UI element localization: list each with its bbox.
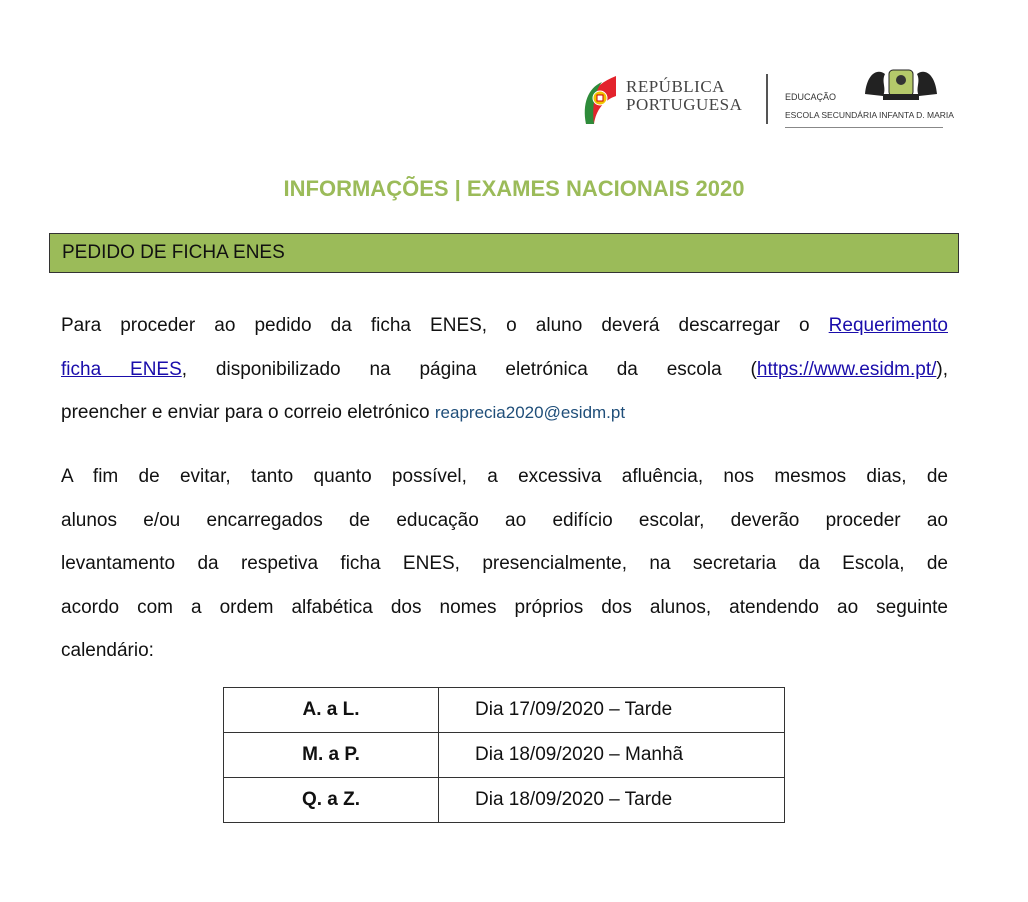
name-range: M. a P. xyxy=(224,733,439,778)
text: , disponibilizado na página eletrónica da escola ( xyxy=(181,358,757,380)
text: preencher e enviar para o correio eletrónico xyxy=(61,402,435,423)
name-range: Q. a Z. xyxy=(224,778,439,823)
pickup-date: Dia 18/09/2020 – Tarde xyxy=(439,778,785,823)
paragraph-line xyxy=(61,391,948,435)
paragraph-line xyxy=(61,348,948,392)
table-row xyxy=(224,778,785,823)
paragraph-line: acordo com a ordem alfabética dos nomes próprios dos alunos, atendendo ao seguinte xyxy=(61,596,948,618)
text: Para proceder ao pedido da ficha ENES, o aluno deverá descarregar o xyxy=(61,315,829,336)
school-underline xyxy=(785,127,943,128)
name-range: A. a L. xyxy=(224,688,439,733)
paragraph-line: levantamento da respetiva ficha ENES, presencialmente, na secretaria da Escola, de xyxy=(61,553,948,574)
ministry-label: EDUCAÇÃO xyxy=(785,92,837,102)
table-row xyxy=(224,688,785,733)
section-heading: PEDIDO DE FICHA ENES xyxy=(62,242,285,263)
requerimento-link-cont[interactable]: ficha ENES xyxy=(61,358,182,380)
email-address: reaprecia2020@esidm.pt xyxy=(434,403,626,422)
page-title: INFORMAÇÕES | EXAMES NACIONAIS 2020 xyxy=(283,176,745,201)
logo-separator xyxy=(766,74,768,124)
school-website-link[interactable]: https://www.esidm.pt/ xyxy=(756,358,937,380)
school-crest-icon xyxy=(863,64,939,102)
republica-portuguesa-logo-text xyxy=(626,78,742,114)
paragraph-line xyxy=(61,304,948,348)
paragraph-line: alunos e/ou encarregados de educação ao edifício escolar, deverão proceder ao xyxy=(61,509,948,531)
paragraph-line: calendário: xyxy=(61,640,154,661)
text: ), xyxy=(936,358,948,380)
paragraph-request xyxy=(61,304,948,435)
header-logos xyxy=(578,68,954,132)
schedule-table xyxy=(223,687,785,823)
requerimento-link[interactable]: Requerimento xyxy=(828,315,948,336)
pickup-date: Dia 17/09/2020 – Tarde xyxy=(439,688,785,733)
portugal-emblem-icon xyxy=(582,74,618,124)
paragraph-schedule-info xyxy=(61,455,948,673)
logo-line2: PORTUGUESA xyxy=(626,95,743,114)
pickup-date: Dia 18/09/2020 – Manhã xyxy=(439,733,785,778)
logo-line1: REPÚBLICA xyxy=(626,77,725,96)
section-heading-bar xyxy=(49,233,959,273)
paragraph-line: A fim de evitar, tanto quanto possível, a excessiva afluência, nos mesmos dias, de xyxy=(61,466,948,487)
table-row xyxy=(224,733,785,778)
school-name: ESCOLA SECUNDÁRIA INFANTA D. MARIA xyxy=(785,110,954,120)
